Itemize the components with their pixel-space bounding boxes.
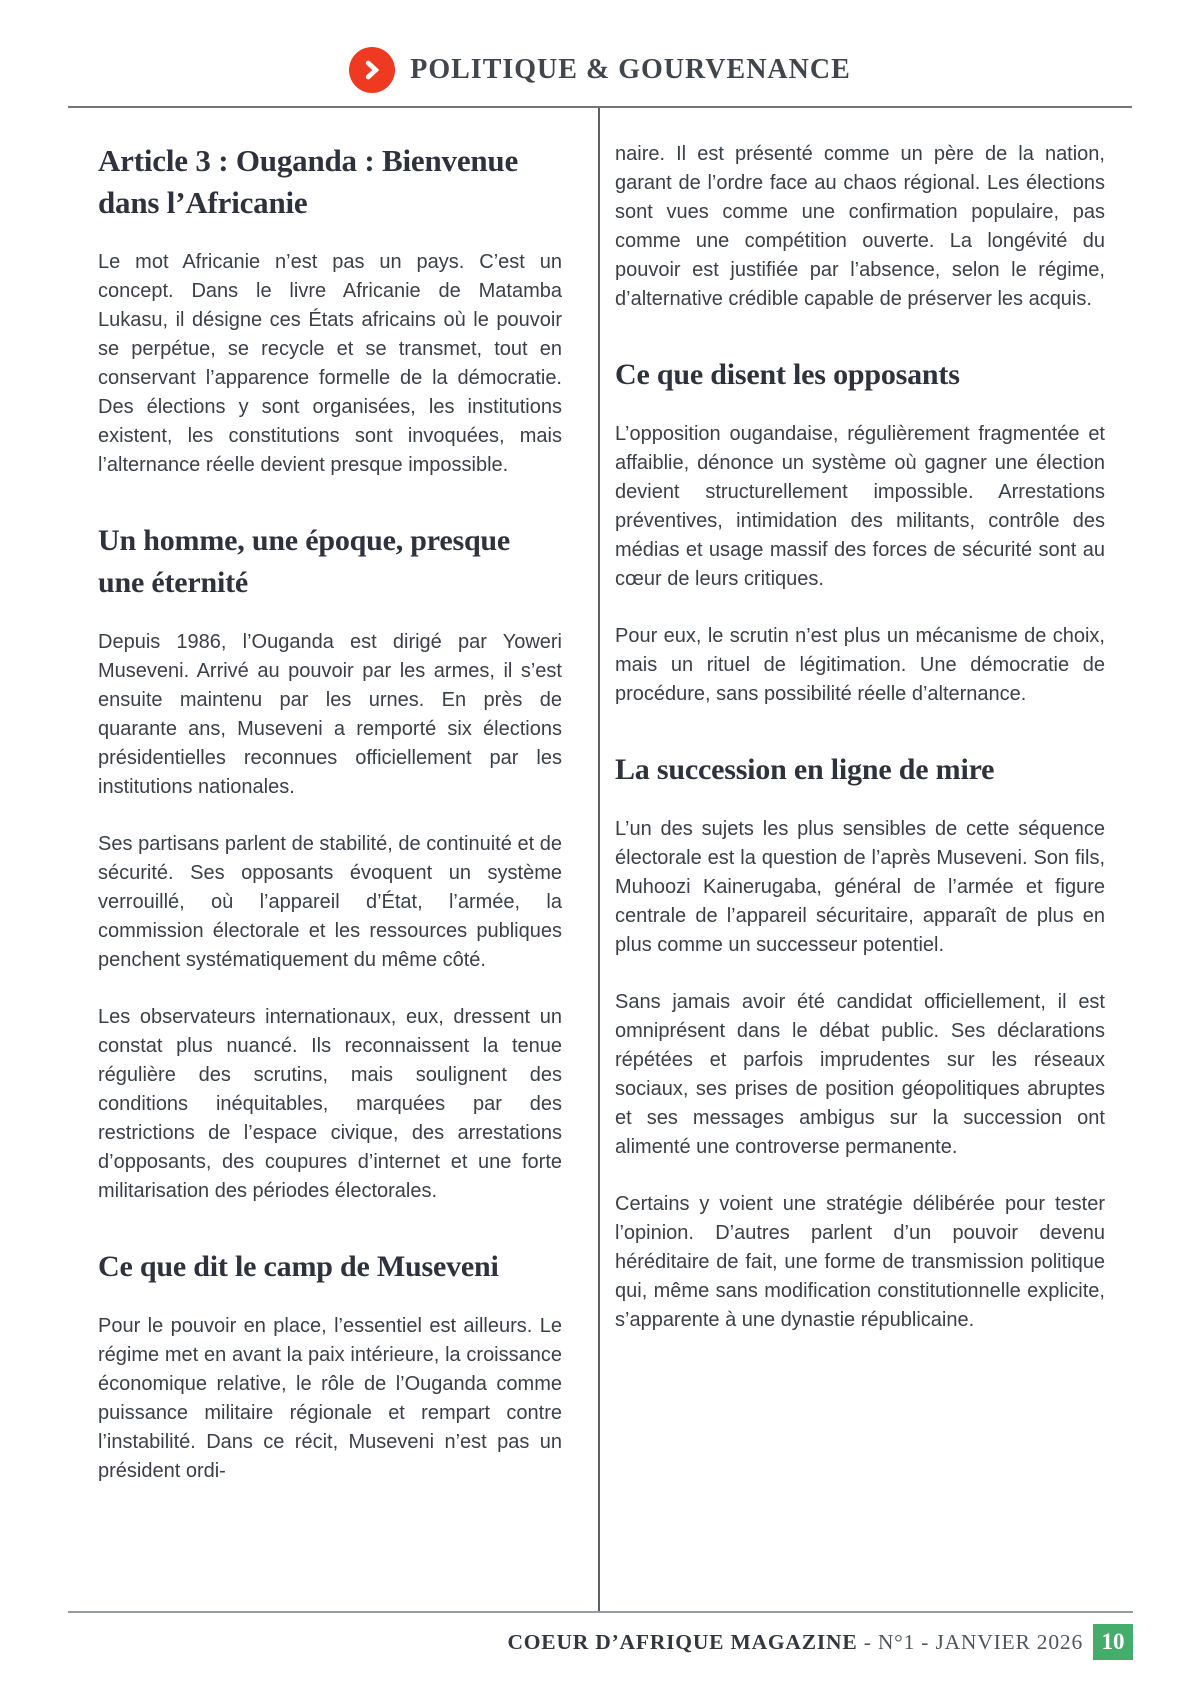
paragraph: L’un des sujets les plus sensibles de cette séquence électorale est la question de l’après Museveni. Son fils, Muhoozi Kainerugaba, général de l’armée et figure centrale de l’appareil sécuritaire, apparaît de plus en plus comme un successeur potentiel. xyxy=(615,818,1105,956)
page-header xyxy=(0,0,1200,93)
footer-text xyxy=(507,1630,1083,1655)
footer-divider xyxy=(68,1611,1133,1613)
article-body xyxy=(98,108,1105,1611)
right-column xyxy=(600,108,1105,1611)
paragraph: L’opposition ougandaise, régulièrement fragmentée et affaiblie, dénonce un système où gagner une élection devient structurellement impossible. Arrestations préventives, intimidation des militants, contrôle des médias et usage massif des forces de sécurité sont au cœur de leurs critiques. xyxy=(615,423,1105,590)
paragraph: Certains y voient une stratégie délibérée pour tester l’opinion. D’autres parlent d’un pouvoir devenu héréditaire de fait, une forme de transmission politique qui, même sans modification constitutionnelle explicite, s’apparente à une dynastie républicaine. xyxy=(615,1193,1105,1331)
left-column xyxy=(98,108,600,1611)
paragraph: Pour le pouvoir en place, l’essentiel est ailleurs. Le régime met en avant la paix intérieure, la croissance économique relative, le rôle de l’Ouganda comme puissance militaire régionale et rempart contre l’instabilité. Dans ce récit, Museveni n’est pas un président ordi- xyxy=(98,1315,562,1482)
paragraph: Depuis 1986, l’Ouganda est dirigé par Yoweri Museveni. Arrivé au pouvoir par les armes, il s’est ensuite maintenu par les urnes. En près de quarante ans, Museveni a remporté six élections présidentielles reconnues officiellement par les institutions nationales. xyxy=(98,631,562,798)
section-heading: Ce que dit le camp de Museveni xyxy=(98,1250,499,1283)
section-heading: La succession en ligne de mire xyxy=(615,753,995,786)
paragraph: Ses partisans parlent de stabilité, de continuité et de sécurité. Ses opposants évoquent un système verrouillé, où l’appareil d’État, l’armée, la commission électorale et les ressources publiques penchent systématiquement du même côté. xyxy=(98,833,562,971)
paragraph: naire. Il est présenté comme un père de la nation, garant de l’ordre face au chaos régional. Les élections sont vues comme une confirmation populaire, pas comme une compétition ouverte. La longévité du pouvoir est justifiée par l’absence, selon le régime, d’alternative crédible capable de préserver les acquis. xyxy=(615,143,1105,310)
section-category-title: POLITIQUE & GOURVENANCE xyxy=(410,54,851,85)
paragraph: Le mot Africanie n’est pas un pays. C’est un concept. Dans le livre Africanie de Matamba Lukasu, il désigne ces États africains où le pouvoir se perpétue, se recycle et se transmet, tout en conservant l’apparence formelle de la démocratie. Des élections y sont organisées, les institutions existent, les constitutions sont invoquées, mais l’alternance réelle devient presque impossible. xyxy=(98,251,562,476)
paragraph: Pour eux, le scrutin n’est plus un mécanisme de choix, mais un rituel de légitimation. Une démocratie de procédure, sans possibilité réelle d’alternance. xyxy=(615,625,1105,705)
page-footer xyxy=(0,1624,1133,1660)
magazine-name: COEUR D’AFRIQUE MAGAZINE xyxy=(507,1629,858,1654)
paragraph: Sans jamais avoir été candidat officiellement, il est omniprésent dans le débat public. Ses déclarations répétées et parfois imprudentes sur les réseaux sociaux, ses prises de position géopolitiques abruptes et ses messages ambigus sur la succession ont alimenté une controverse permanente. xyxy=(615,991,1105,1158)
paragraph: Les observateurs internationaux, eux, dressent un constat plus nuancé. Ils reconnaissent la tenue régulière des scrutins, mais soulignent des conditions inéquitables, marquées par des restrictions de l’espace civique, des arrestations d’opposants, des coupures d’internet et une forte militarisation des périodes électorales. xyxy=(98,1006,562,1202)
page-number-badge: 10 xyxy=(1093,1624,1133,1660)
issue-info: - N°1 - JANVIER 2026 xyxy=(863,1629,1083,1654)
section-heading: Ce que disent les opposants xyxy=(615,358,960,391)
section-heading: Un homme, une époque, presque une éternité xyxy=(98,524,511,599)
article-title: Article 3 : Ouganda : Bienvenue dans l’Africanie xyxy=(98,143,519,220)
chevron-right-icon xyxy=(349,47,395,93)
